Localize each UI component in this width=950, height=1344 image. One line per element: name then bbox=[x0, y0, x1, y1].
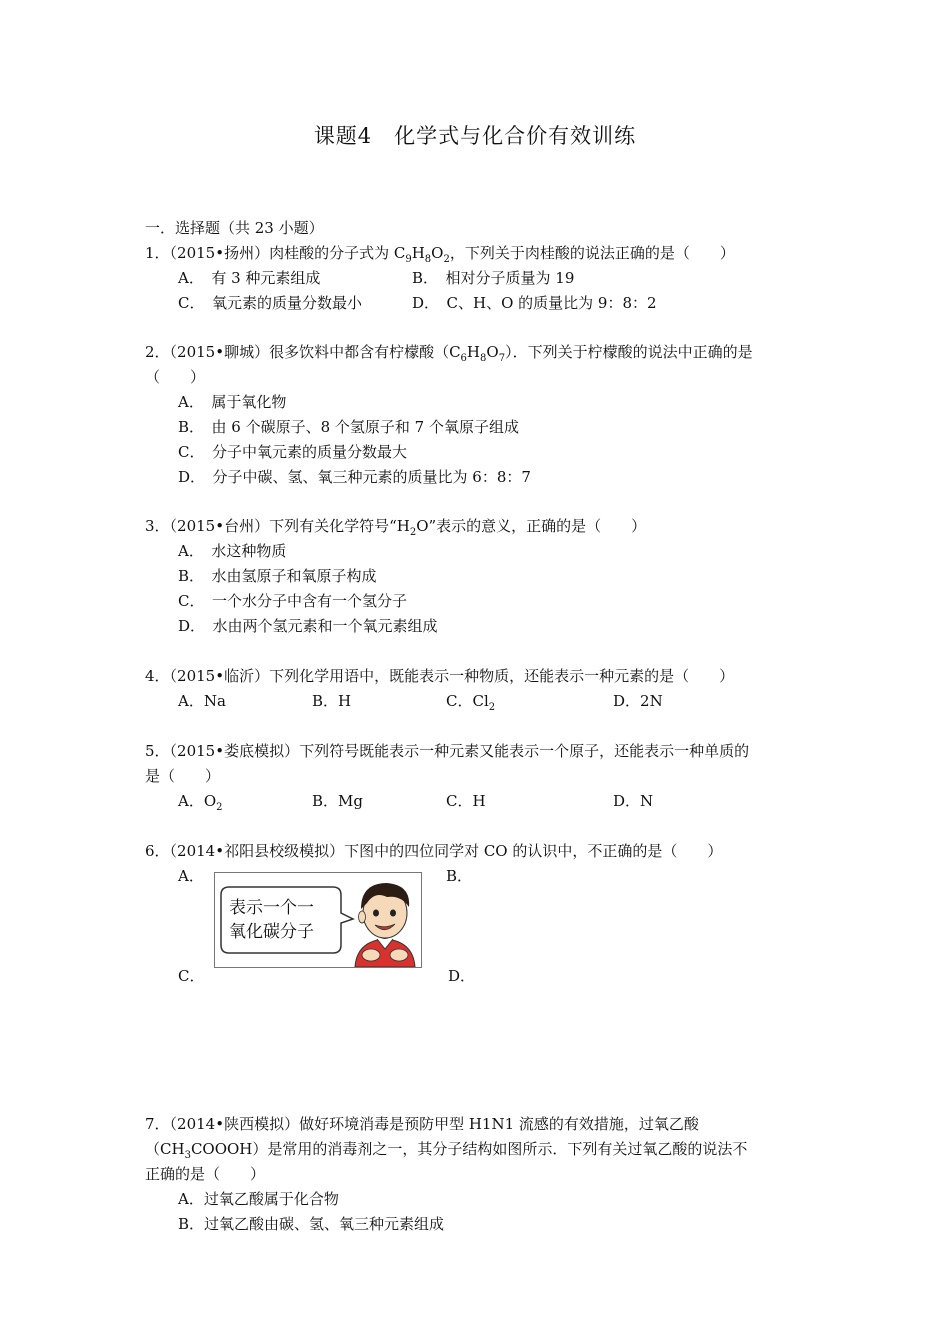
question-1-option-b: B． 相对分子质量为 19 bbox=[412, 269, 575, 287]
question-4-option-d: D．2N bbox=[613, 692, 663, 710]
student-speech-figure bbox=[214, 872, 422, 968]
question-5-stem: 5．（2015•娄底模拟）下列符号既能表示一种元素又能表示一个原子，还能表示一种单质的 bbox=[145, 742, 750, 760]
cartoon-boy-illustration bbox=[215, 873, 421, 967]
question-6-option-d: D． bbox=[448, 967, 476, 985]
question-4-stem: 4．（2015•临沂）下列化学用语中，既能表示一种物质，还能表示一种元素的是（ ） bbox=[145, 667, 735, 685]
question-2-option-d: D． 分子中碳、氢、氧三种元素的质量比为 6：8：7 bbox=[178, 468, 531, 486]
question-2-stem: 2．（2015•聊城）很多饮料中都含有柠檬酸$(C_6H_8O_7)$．下列关于柠檬酸的说法中正确的是 bbox=[145, 343, 753, 364]
speech-text-line-2: 氧化碳分子 bbox=[229, 922, 314, 941]
question-5-option-d: D．N bbox=[613, 792, 654, 810]
question-3-stem: 3．（2015•台州）下列有关化学符号“$H_2O$”表示的意义，正确的是（ ） bbox=[145, 517, 647, 538]
question-1-option-d: D． C、H、O 的质量比为 9：8：2 bbox=[412, 294, 657, 312]
cartoon-boy bbox=[355, 883, 415, 967]
question-6-option-a: A． bbox=[178, 867, 204, 885]
question-6-option-c: C． bbox=[178, 967, 205, 985]
question-2-option-b: B． 由 6 个碳原子、8 个氢原子和 7 个氧原子组成 bbox=[178, 418, 519, 436]
question-1-stem: 1．（2015•扬州）肉桂酸的分子式为 $C_9H_8O_2$，下列关于肉桂酸的说法正确的是（ ） bbox=[145, 244, 735, 265]
speech-text-line-1: 表示一个一 bbox=[229, 898, 314, 917]
question-4-option-a: A．Na bbox=[178, 692, 226, 710]
speech-bubble bbox=[221, 887, 353, 953]
question-5-stem-continued: 是（ ） bbox=[145, 767, 221, 785]
question-7-option-a: A．过氧乙酸属于化合物 bbox=[178, 1190, 339, 1208]
question-6-stem: 6．（2014•祁阳县校级模拟）下图中的四位同学对 CO 的认识中，不正确的是（ ） bbox=[145, 842, 723, 860]
question-6-option-b: B． bbox=[446, 867, 473, 885]
question-2-option-c: C． 分子中氧元素的质量分数最大 bbox=[178, 443, 407, 461]
question-5-option-a: A．$O_2$ bbox=[178, 792, 223, 813]
question-7-stem: 7．（2014•陕西模拟）做好环境消毒是预防甲型 H1N1 流感的有效措施，过氧乙酸 bbox=[145, 1115, 699, 1133]
section-heading: 一．选择题（共 23 小题） bbox=[145, 219, 324, 237]
question-2-option-a: A． 属于氧化物 bbox=[178, 393, 287, 411]
question-3-option-b: B． 水由氢原子和氧原子构成 bbox=[178, 567, 377, 585]
question-3-option-c: C． 一个水分子中含有一个氢分子 bbox=[178, 592, 407, 610]
question-5-option-c: C．H bbox=[446, 792, 486, 810]
question-7-stem-line-2: $(CH_3COOOH)$是常用的消毒剂之一，其分子结构如图所示．下列有关过氧乙酸的说法不 bbox=[145, 1140, 748, 1161]
question-1-option-a: A． 有 3 种元素组成 bbox=[178, 269, 321, 287]
question-4-option-b: B．H bbox=[312, 692, 352, 710]
question-4-option-c: C．$Cl_2$ bbox=[446, 692, 496, 713]
question-5-option-b: B．Mg bbox=[312, 792, 363, 810]
page-title: 课题4 化学式与化合价有效训练 bbox=[313, 124, 637, 148]
question-1-option-c: C． 氧元素的质量分数最小 bbox=[178, 294, 362, 312]
question-7-option-b: B．过氧乙酸由碳、氢、氧三种元素组成 bbox=[178, 1215, 445, 1233]
question-3-option-d: D． 水由两个氢元素和一个氧元素组成 bbox=[178, 617, 438, 635]
question-3-option-a: A． 水这种物质 bbox=[178, 542, 287, 560]
question-2-stem-continued: （ ） bbox=[145, 368, 206, 386]
question-7-stem-line-3: 正确的是（ ） bbox=[145, 1165, 266, 1183]
